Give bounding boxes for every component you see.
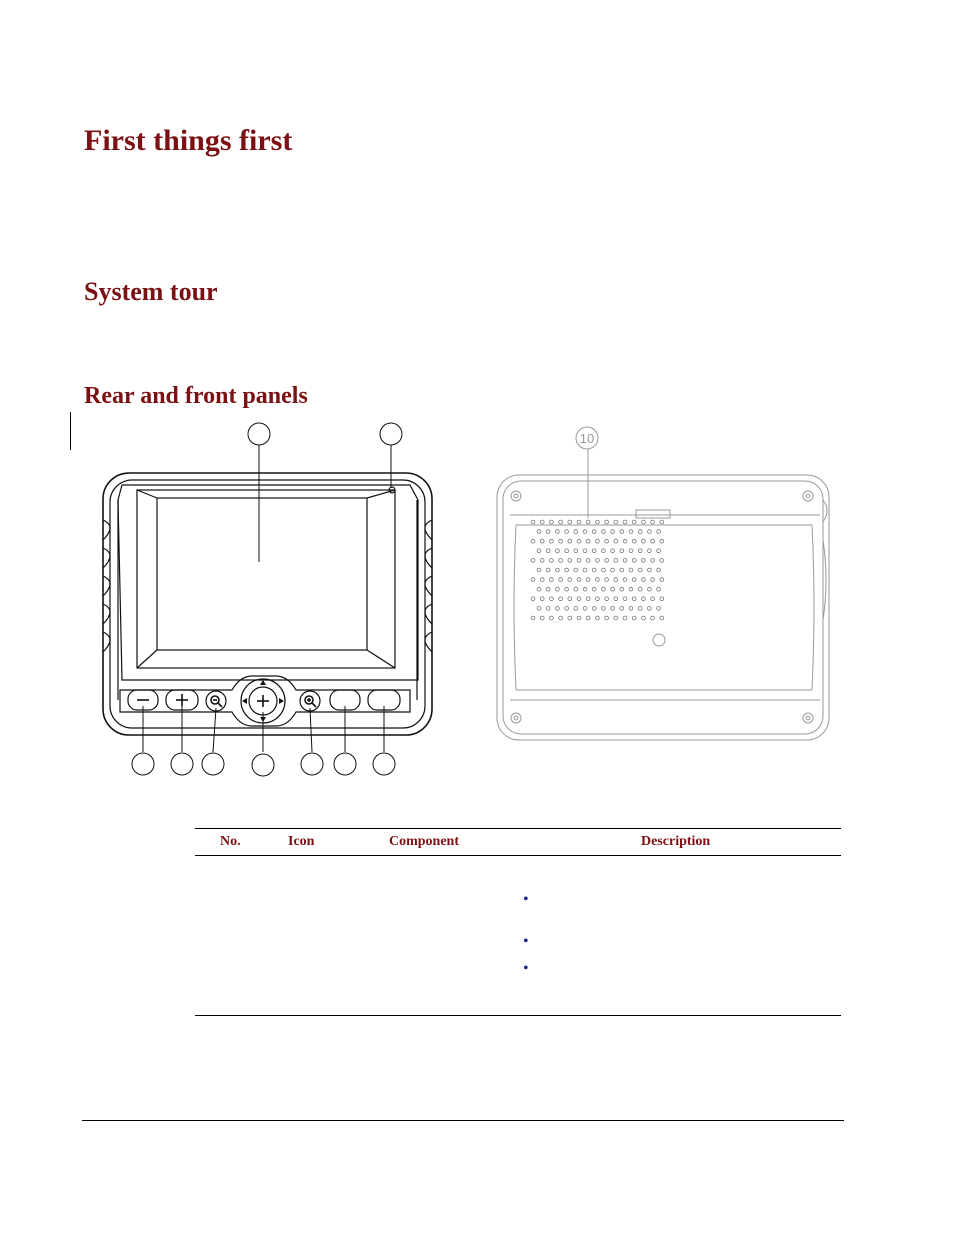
grille-hole	[556, 587, 560, 591]
rear-callout-label: 10	[579, 431, 595, 446]
grille-hole	[556, 530, 560, 534]
grille-hole	[651, 597, 655, 601]
table-header-no: No.	[220, 834, 241, 849]
grille-hole	[620, 607, 624, 611]
grille-hole	[602, 607, 606, 611]
grille-hole	[531, 597, 535, 601]
grille-hole	[611, 530, 615, 534]
table-top-rule	[195, 828, 841, 829]
front-panel-drawing	[103, 473, 432, 735]
grille-hole	[660, 559, 664, 563]
grille-hole	[574, 587, 578, 591]
grille-hole	[638, 549, 642, 553]
grille-hole	[537, 530, 541, 534]
callout-3	[132, 753, 154, 775]
grille-hole	[565, 568, 569, 572]
grille-hole	[660, 597, 664, 601]
grille-hole	[577, 559, 581, 563]
grille-hole	[537, 568, 541, 572]
callout-7	[301, 753, 323, 775]
grille-hole	[586, 520, 590, 524]
grille-hole	[559, 578, 563, 582]
grille-hole	[568, 616, 572, 620]
grille-hole	[605, 616, 609, 620]
grille-hole	[614, 578, 618, 582]
grille-hole	[620, 549, 624, 553]
grille-hole	[546, 568, 550, 572]
grille-hole	[632, 597, 636, 601]
grille-hole	[565, 587, 569, 591]
grille-hole	[565, 607, 569, 611]
grille-hole	[632, 578, 636, 582]
grille-hole	[623, 597, 627, 601]
grille-hole	[614, 539, 618, 543]
grille-hole	[596, 578, 600, 582]
grille-hole	[605, 578, 609, 582]
grille-hole	[605, 597, 609, 601]
grille-hole	[577, 520, 581, 524]
grille-hole	[660, 539, 664, 543]
grille-hole	[568, 539, 572, 543]
grille-hole	[556, 607, 560, 611]
grille-hole	[531, 578, 535, 582]
grille-hole	[642, 597, 646, 601]
grille-hole	[550, 539, 554, 543]
grille-hole	[556, 568, 560, 572]
grille-hole	[583, 587, 587, 591]
grille-hole	[651, 559, 655, 563]
grille-hole	[638, 587, 642, 591]
grille-hole	[574, 549, 578, 553]
grille-hole	[559, 597, 563, 601]
grille-hole	[629, 549, 633, 553]
grille-hole	[620, 587, 624, 591]
table-bottom-rule	[195, 1015, 841, 1016]
grille-hole	[614, 520, 618, 524]
grille-hole	[531, 520, 535, 524]
grille-hole	[638, 568, 642, 572]
grille-hole	[550, 520, 554, 524]
grille-hole	[592, 607, 596, 611]
callout-leaders	[143, 445, 391, 752]
grille-hole	[577, 539, 581, 543]
grille-hole	[642, 559, 646, 563]
description-bullet: •	[523, 933, 529, 950]
grille-hole	[614, 597, 618, 601]
grille-hole	[550, 559, 554, 563]
grille-hole	[586, 578, 590, 582]
grille-hole	[586, 597, 590, 601]
grille-hole	[586, 539, 590, 543]
grille-hole	[540, 539, 544, 543]
section-heading: System tour	[84, 277, 218, 306]
grille-hole	[550, 616, 554, 620]
grille-hole	[583, 549, 587, 553]
grille-hole	[648, 587, 652, 591]
grille-hole	[632, 520, 636, 524]
grille-hole	[550, 597, 554, 601]
grille-hole	[642, 616, 646, 620]
grille-hole	[642, 578, 646, 582]
grille-hole	[559, 539, 563, 543]
grille-hole	[565, 530, 569, 534]
grille-hole	[531, 616, 535, 620]
grille-hole	[648, 549, 652, 553]
grille-hole	[559, 559, 563, 563]
grille-hole	[651, 616, 655, 620]
grille-hole	[596, 520, 600, 524]
subsection-heading: Rear and front panels	[84, 383, 308, 409]
grille-hole	[592, 568, 596, 572]
grille-hole	[657, 530, 661, 534]
grille-hole	[546, 549, 550, 553]
grille-hole	[623, 539, 627, 543]
grille-hole	[574, 530, 578, 534]
grille-hole	[602, 568, 606, 572]
grille-hole	[657, 607, 661, 611]
grille-hole	[596, 539, 600, 543]
grille-hole	[614, 559, 618, 563]
grille-hole	[605, 559, 609, 563]
grille-hole	[546, 607, 550, 611]
speaker-grille	[531, 520, 664, 620]
grille-hole	[651, 539, 655, 543]
grille-hole	[568, 578, 572, 582]
grille-hole	[577, 597, 581, 601]
grille-hole	[583, 530, 587, 534]
grille-hole	[629, 587, 633, 591]
grille-hole	[605, 520, 609, 524]
grille-hole	[611, 568, 615, 572]
callout-5	[202, 753, 224, 775]
grille-hole	[586, 616, 590, 620]
grille-hole	[574, 607, 578, 611]
grille-hole	[648, 530, 652, 534]
grille-hole	[556, 549, 560, 553]
grille-hole	[620, 530, 624, 534]
grille-hole	[550, 578, 554, 582]
grille-hole	[565, 549, 569, 553]
grille-hole	[540, 597, 544, 601]
grille-hole	[657, 549, 661, 553]
grille-hole	[537, 587, 541, 591]
description-bullet: •	[523, 960, 529, 977]
callout-2	[380, 423, 402, 445]
grille-hole	[657, 587, 661, 591]
grille-hole	[583, 607, 587, 611]
grille-hole	[651, 520, 655, 524]
grille-hole	[648, 607, 652, 611]
grille-hole	[629, 530, 633, 534]
grille-hole	[546, 587, 550, 591]
grille-hole	[638, 530, 642, 534]
description-bullet: •	[523, 891, 529, 908]
grille-hole	[605, 539, 609, 543]
grille-hole	[611, 587, 615, 591]
grille-hole	[531, 559, 535, 563]
table-header-rule	[195, 855, 841, 856]
grille-hole	[537, 549, 541, 553]
grille-hole	[592, 549, 596, 553]
grille-hole	[651, 578, 655, 582]
grille-hole	[642, 539, 646, 543]
callout-1	[248, 423, 270, 445]
table-header-component: Component	[389, 834, 460, 849]
grille-hole	[629, 607, 633, 611]
grille-hole	[531, 539, 535, 543]
callout-9	[373, 753, 395, 775]
grille-hole	[546, 530, 550, 534]
grille-hole	[596, 559, 600, 563]
grille-hole	[602, 549, 606, 553]
grille-hole	[623, 578, 627, 582]
grille-hole	[648, 568, 652, 572]
grille-hole	[660, 616, 664, 620]
rear-panel-drawing	[497, 427, 829, 740]
grille-hole	[540, 520, 544, 524]
table-header-description: Description	[641, 834, 711, 849]
grille-hole	[559, 520, 563, 524]
grille-hole	[614, 616, 618, 620]
grille-hole	[540, 616, 544, 620]
grille-hole	[632, 559, 636, 563]
grille-hole	[657, 568, 661, 572]
grille-hole	[586, 559, 590, 563]
grille-hole	[583, 568, 587, 572]
callout-8	[334, 753, 356, 775]
grille-hole	[577, 616, 581, 620]
grille-hole	[602, 587, 606, 591]
grille-hole	[660, 520, 664, 524]
grille-hole	[623, 520, 627, 524]
grille-hole	[577, 578, 581, 582]
table-header-icon: Icon	[288, 834, 315, 849]
grille-hole	[623, 559, 627, 563]
grille-hole	[568, 559, 572, 563]
grille-hole	[574, 568, 578, 572]
grille-hole	[540, 559, 544, 563]
grille-hole	[632, 616, 636, 620]
grille-hole	[540, 578, 544, 582]
grille-hole	[629, 568, 633, 572]
grille-hole	[642, 520, 646, 524]
grille-hole	[596, 616, 600, 620]
grille-hole	[568, 520, 572, 524]
grille-hole	[611, 607, 615, 611]
grille-hole	[611, 549, 615, 553]
grille-hole	[568, 597, 572, 601]
callout-6	[252, 754, 274, 776]
grille-hole	[559, 616, 563, 620]
grille-hole	[602, 530, 606, 534]
grille-hole	[592, 530, 596, 534]
footer-rule	[82, 1120, 844, 1121]
callout-4	[171, 753, 193, 775]
grille-hole	[596, 597, 600, 601]
grille-hole	[638, 607, 642, 611]
grille-hole	[660, 578, 664, 582]
grille-hole	[632, 539, 636, 543]
grille-hole	[623, 616, 627, 620]
grille-hole	[620, 568, 624, 572]
grille-hole	[592, 587, 596, 591]
page-title: First things first	[84, 124, 293, 157]
grille-hole	[537, 607, 541, 611]
